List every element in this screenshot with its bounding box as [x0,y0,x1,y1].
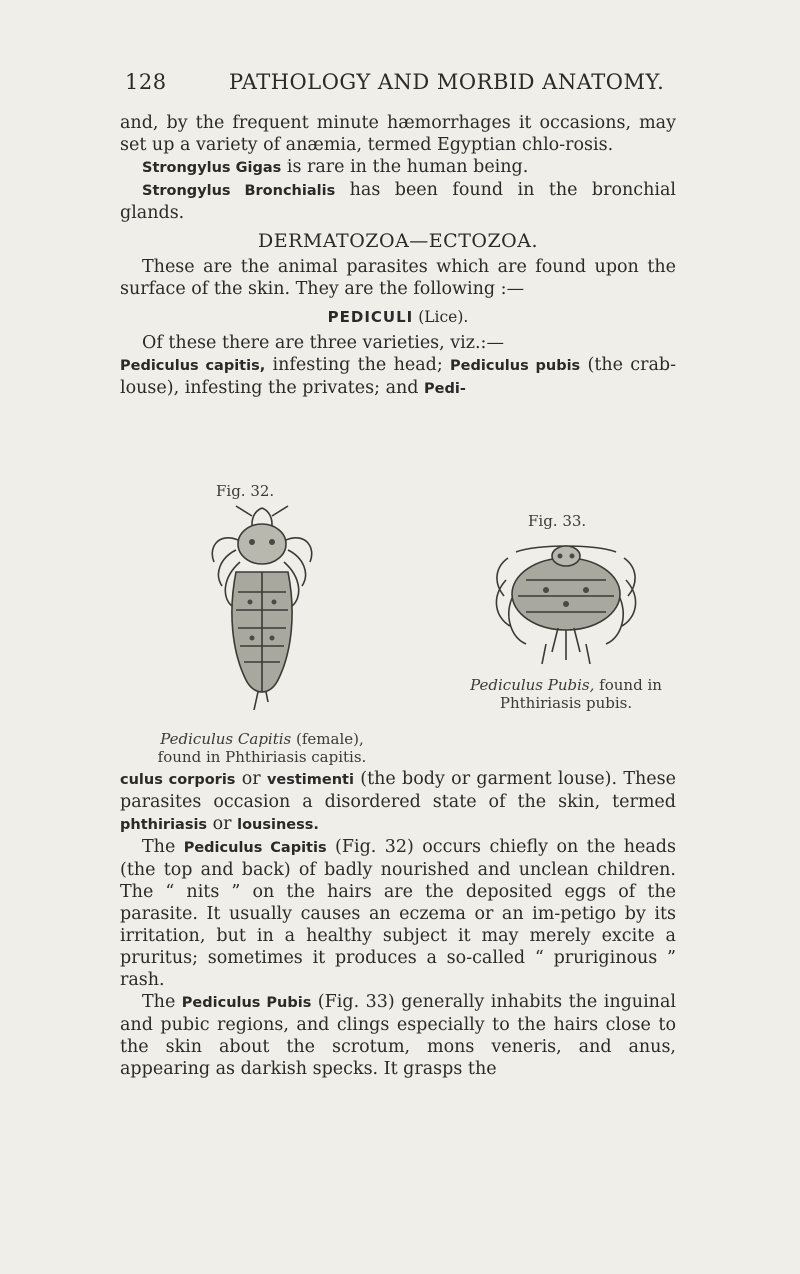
fig32-louse-illustration [192,502,332,714]
page-number: 128 [125,70,167,94]
subsection-heading: PEDICULI (Lice). [327,308,469,326]
top-text-block [120,112,676,400]
fig33-caption: Pediculus Pubis, found in Phthiriasis pubis. [470,676,662,712]
paragraph-varieties: Pediculus capitis, infesting the head; Pediculus pubis (the crab-louse), infesting the privates; and Pedi- [120,355,676,398]
paragraph-intro: These are the animal parasites which are found upon the surface of the skin. They are the following :— [120,257,676,299]
paragraph-pubis: The Pediculus Pubis (Fig. 33) generally inhabits the inguinal and pubic regions, and clings especially to the hairs close to the skin about the scrotum, mons veneris, and anus, appearing as darkish specks. It grasps the [120,992,676,1079]
term-strongylus-bronchialis: Strongylus Bronchialis [142,183,336,199]
fig33-label: Fig. 33. [528,512,587,530]
term-strongylus-gigas: Strongylus Gigas [142,160,282,176]
paragraph-corporis: culus corporis or vestimenti (the body or garment louse). These parasites occasion a disordered state of the skin, termed phthiriasis or lousiness. [120,769,676,834]
section-heading: DERMATOZOA—ECTOZOA. [258,230,538,252]
paragraph-varieties-lead: Of these there are three varieties, viz.:— [142,333,504,353]
bottom-text-block [120,768,676,1080]
fig33-louse-illustration [486,540,646,670]
paragraph-capitis: The Pediculus Capitis (Fig. 32) occurs chiefly on the heads (the top and back) of badly nourished and unclean children. The “ nits ” on the hairs are the deposited eggs of the parasite. It usually causes an eczema or an im-petigo by its irritation, but in a healthy subject it may merely excite a pruritus; sometimes it produces a so-called “ pruriginous ” rash. [120,837,676,990]
paragraph-strongylus-bronchialis: Strongylus Bronchialis has been found in the bronchial glands. [120,180,676,223]
paragraph-strongylus-gigas: Strongylus Gigas is rare in the human being. [142,157,529,177]
paragraph-hookworm: and, by the frequent minute hæmorrhages it occasions, may set up a variety of anæmia, termed Egyptian chlo-rosis. [120,113,676,155]
fig32-label: Fig. 32. [216,482,275,500]
running-title: PATHOLOGY AND MORBID ANATOMY. [229,70,665,94]
fig32-caption: Pediculus Capitis (female), found in Phthiriasis capitis. [157,730,367,766]
